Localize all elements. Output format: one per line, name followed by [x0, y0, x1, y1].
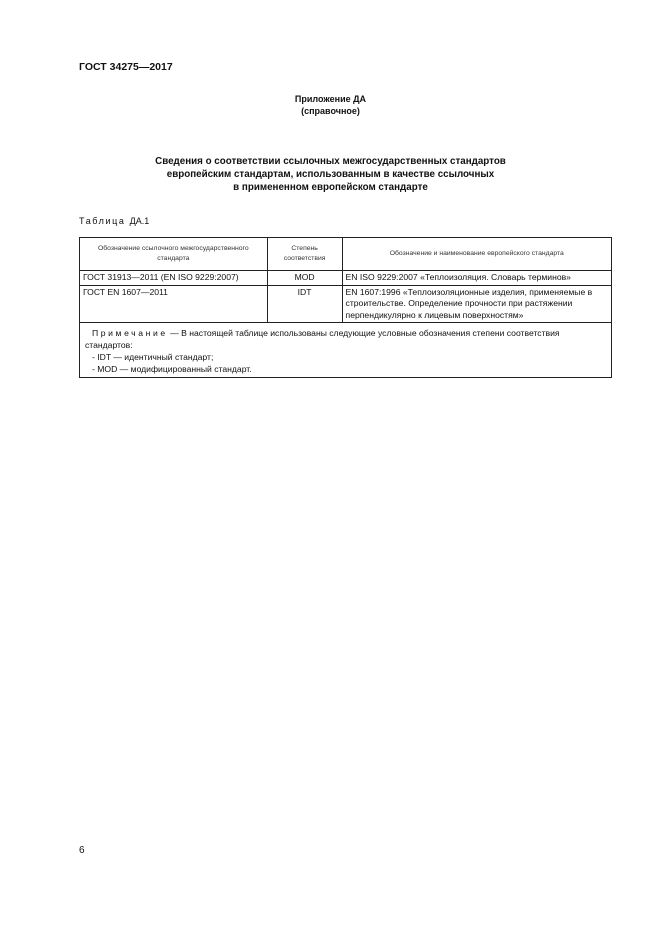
cell-european-standard: EN ISO 9229:2007 «Теплоизоляция. Словарь терминов» — [342, 271, 611, 286]
correspondence-table — [79, 237, 612, 378]
column-header-degree: Степень соответствия — [267, 238, 342, 271]
cell-degree: MOD — [267, 271, 342, 286]
cell-european-standard: EN 1607:1996 «Теплоизоляционные изделия, применяемые в строительстве. Определение прочности при растяжении перпендикулярно к лицевым поверхностям» — [342, 285, 611, 323]
table-note — [80, 323, 612, 378]
annex-title-line: в примененном европейском стандарте — [233, 182, 428, 193]
document-header-standard-id: ГОСТ 34275—2017 — [79, 61, 173, 73]
annex-title-line: Сведения о соответствии ссылочных межгосударственных стандартов — [155, 156, 506, 167]
table-caption — [79, 216, 149, 226]
note-item: - MOD — модифицированный стандарт. — [92, 364, 252, 374]
annex-title — [0, 155, 661, 194]
table-note-row — [80, 323, 612, 378]
column-header-european: Обозначение и наименование европейского стандарта — [342, 238, 611, 271]
page-number: 6 — [79, 845, 85, 856]
table-header-row — [80, 238, 612, 271]
table-row — [80, 285, 612, 323]
note-text: — В настоящей таблице использованы следующие условные обозначения степени соответствия стандартов: — [85, 328, 560, 350]
annex-heading — [0, 93, 661, 117]
annex-kind: (справочное) — [301, 106, 360, 116]
note-item: - IDT — идентичный стандарт; — [92, 352, 214, 362]
table-caption-word: Таблица — [79, 216, 126, 226]
table-row — [80, 271, 612, 286]
cell-degree: IDT — [267, 285, 342, 323]
annex-title-line: европейским стандартам, использованным в качестве ссылочных — [166, 169, 495, 180]
note-label: Примечание — [92, 328, 168, 338]
cell-national-standard: ГОСТ EN 1607—2011 — [80, 285, 268, 323]
cell-national-standard: ГОСТ 31913—2011 (EN ISO 9229:2007) — [80, 271, 268, 286]
table-caption-number: ДА.1 — [129, 216, 150, 226]
annex-name: Приложение ДА — [294, 94, 367, 104]
column-header-national: Обозначение ссылочного межгосударственного стандарта — [80, 238, 268, 271]
